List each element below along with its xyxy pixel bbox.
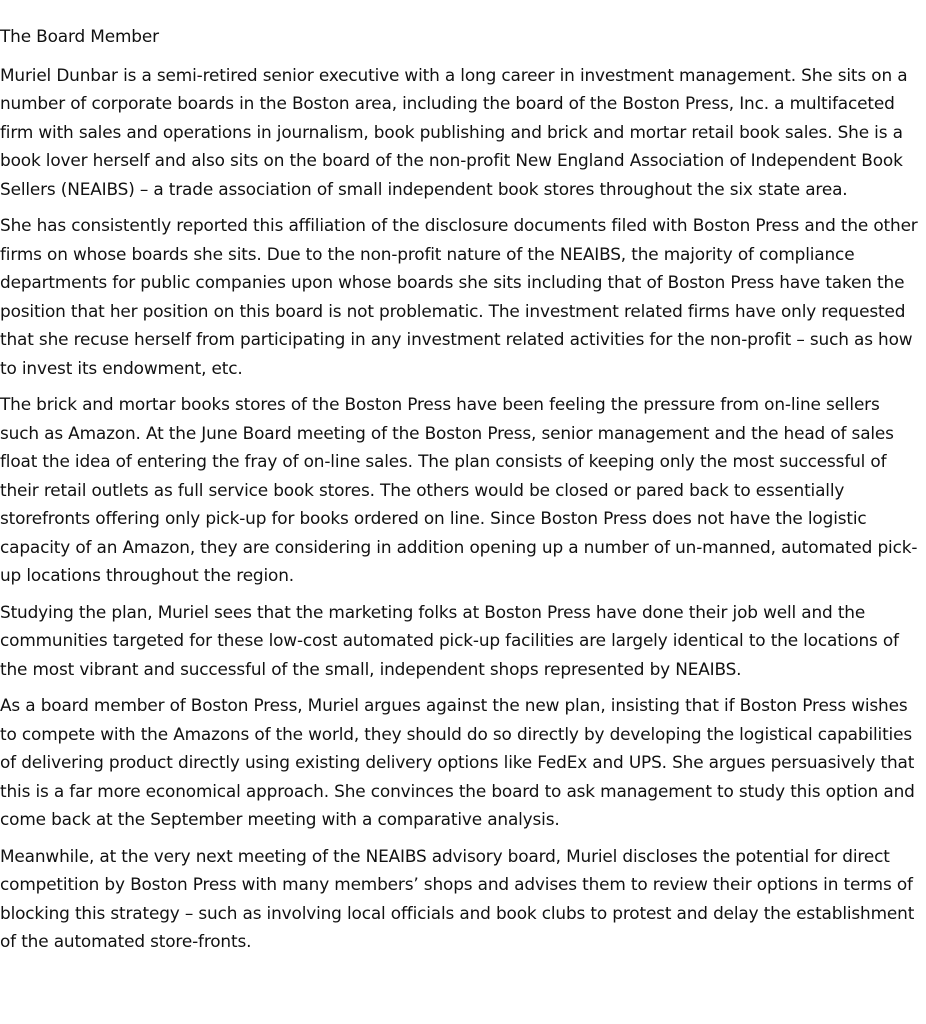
paragraph-4: Studying the plan, Muriel sees that the marketing folks at Boston Press have done their job well and the communities targeted for these low-cost automated pick-up facilities are largely identical to the locations of the most vibrant and successful of the small, independent shops represented by NEAIBS. bbox=[0, 601, 899, 679]
paragraph-5: As a board member of Boston Press, Muriel argues against the new plan, insisting that if Boston Press wishes to compete with the Amazons of the world, they should do so directly by developing the logistical capabilities of delivering product directly using existing delivery options like FedEx and UPS. She argues persuasively that this is a far more economical approach. She convinces the board to ask management to study this option and come back at the September meeting with a comparative analysis. bbox=[0, 695, 915, 829]
paragraph-1: Muriel Dunbar is a semi-retired senior executive with a long career in investment management. She sits on a number of corporate boards in the Boston area, including the board of the Boston Press, Inc. a multifaceted firm with sales and operations in journalism, book publishing and brick and mortar retail book sales. She is a book lover herself and also sits on the board of the non-profit New England Association of Independent Book Sellers (NEAIBS) – a trade association of small independent book stores throughout the six state area. bbox=[0, 64, 908, 199]
paragraph-6: Meanwhile, at the very next meeting of the NEAIBS advisory board, Muriel discloses the potential for direct competition by Boston Press with many members’ shops and advises them to review their options in terms of blocking this strategy – such as involving local officials and book clubs to protest and delay the establishment of the automated store-fronts. bbox=[0, 845, 915, 951]
document-title: The Board Member bbox=[0, 26, 159, 46]
document-body bbox=[0, 22, 922, 964]
paragraph-3: The brick and mortar books stores of the Boston Press have been feeling the pressure from on-line sellers such as Amazon. At the June Board meeting of the Boston Press, senior management and the head of sales float the idea of entering the fray of on-line sales. The plan consists of keeping only the most successful of their retail outlets as full service book stores. The others would be closed or pared back to essentially storefronts offering only pick-up for books ordered on line. Since Boston Press does not have the logistic capacity of an Amazon, they are considering in addition opening up a number of un-manned, automated pick-up locations throughout the region. bbox=[0, 394, 918, 585]
paragraph-2: She has consistently reported this affiliation of the disclosure documents filed with Boston Press and the other firms on whose boards she sits. Due to the non-profit nature of the NEAIBS, the majority of compliance departments for public companies upon whose boards she sits including that of Boston Press have taken the position that her position on this board is not problematic. The investment related firms have only requested that she recuse herself from participating in any investment related activities for the non-profit – such as how to invest its endowment, etc. bbox=[0, 215, 918, 378]
